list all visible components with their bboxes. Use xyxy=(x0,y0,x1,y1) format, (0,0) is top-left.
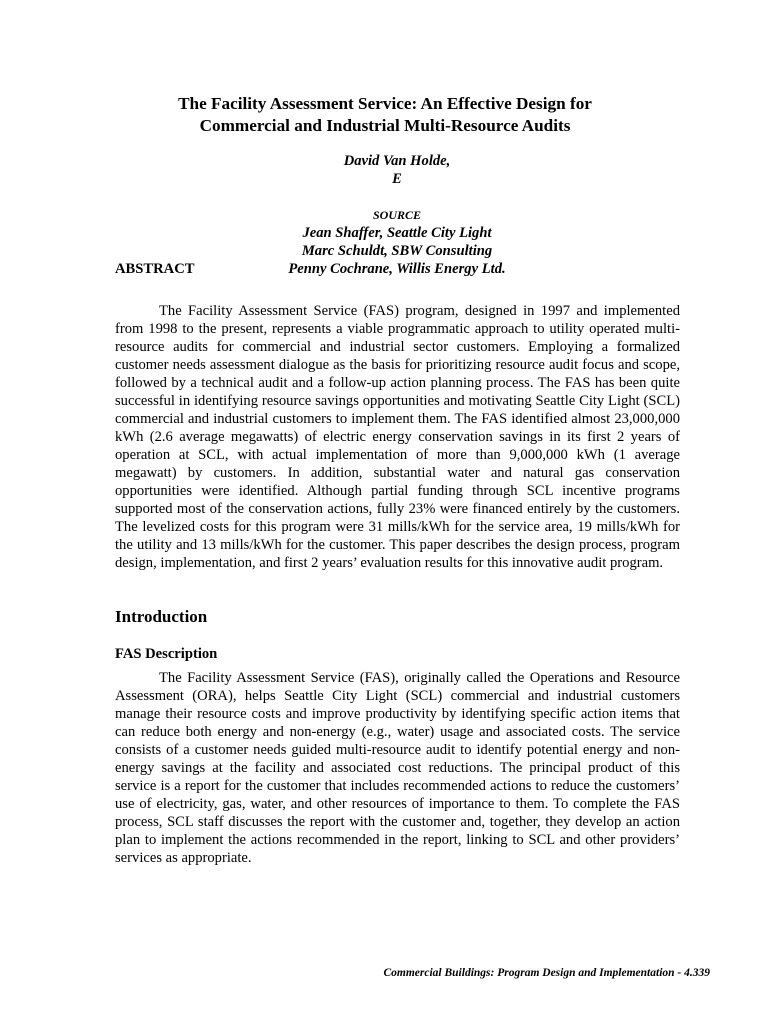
fas-description-heading: FAS Description xyxy=(115,646,218,662)
fas-description-paragraph: The Facility Assessment Service (FAS), originally called the Operations and Resource Assessment (ORA), helps Seattle City Light (SCL) commercial and industrial customers manage their resource costs and improve productivity by identifying specific action items that can reduce both energy and non-energy (e.g., water) usage and associated costs. The service consists of a customer needs guided multi-resource audit to identify potential energy and non-energy savings at the facility and associated cost reductions. The principal product of this service is a report for the customer that includes recommended actions to reduce the customers’ use of electricity, gas, water, and other resources of importance to them. To complete the FAS process, SCL staff discusses the report with the customer and, together, they develop an action plan to implement the actions recommended in the report, linking to SCL and other providers’ services as appropriate. xyxy=(115,670,680,866)
title-line-2: Commercial and Industrial Multi-Resource Audits xyxy=(199,116,571,135)
author-line-3: Marc Schuldt, SBW Consulting xyxy=(301,243,493,259)
abstract-heading: ABSTRACT xyxy=(115,261,195,277)
page-footer: Commercial Buildings: Program Design and Implementation - 4.339 xyxy=(383,967,710,979)
title-line-1: The Facility Assessment Service: An Effective Design for xyxy=(178,94,592,113)
introduction-heading: Introduction xyxy=(115,607,208,626)
author-line-2: Jean Shaffer, Seattle City Light xyxy=(302,225,492,241)
author-1-org-prefix: E xyxy=(392,171,402,187)
author-1-name: David Van Holde, xyxy=(343,153,451,169)
abstract-paragraph: The Facility Assessment Service (FAS) program, designed in 1997 and implemented from 1998 to the present, represents a viable programmatic approach to utility operated multi-resource audits for commercial and industrial sector customers. Employing a formalized customer needs assessment dialogue as the basis for prioritizing resource audit focus and scope, followed by a technical audit and a follow-up action planning process. The FAS has been quite successful in identifying resource savings opportunities and motivating Seattle City Light (SCL) commercial and industrial customers to implement them. The FAS identified almost 23,000,000 kWh (2.6 average megawatts) of electric energy conservation savings in its first 2 years of operation at SCL, with actual implementation of more than 9,000,000 kWh (1 average megawatt) by customers. In addition, substantial water and natural gas conservation opportunities were identified. Although partial funding through SCL incentive programs supported most of the conservation actions, fully 23% were financed entirely by the customers. The levelized costs for this program were 31 mills/kWh for the service area, 19 mills/kWh for the utility and 13 mills/kWh for the customer. This paper describes the design process, program design, implementation, and first 2 years’ evaluation results for this innovative audit program. xyxy=(115,303,680,571)
author-line-1 xyxy=(0,152,770,224)
author-1-org-smallcaps: SOURCE xyxy=(372,208,422,222)
paper-title xyxy=(0,93,770,137)
author-line-4: Penny Cochrane, Willis Energy Ltd. xyxy=(288,261,506,277)
